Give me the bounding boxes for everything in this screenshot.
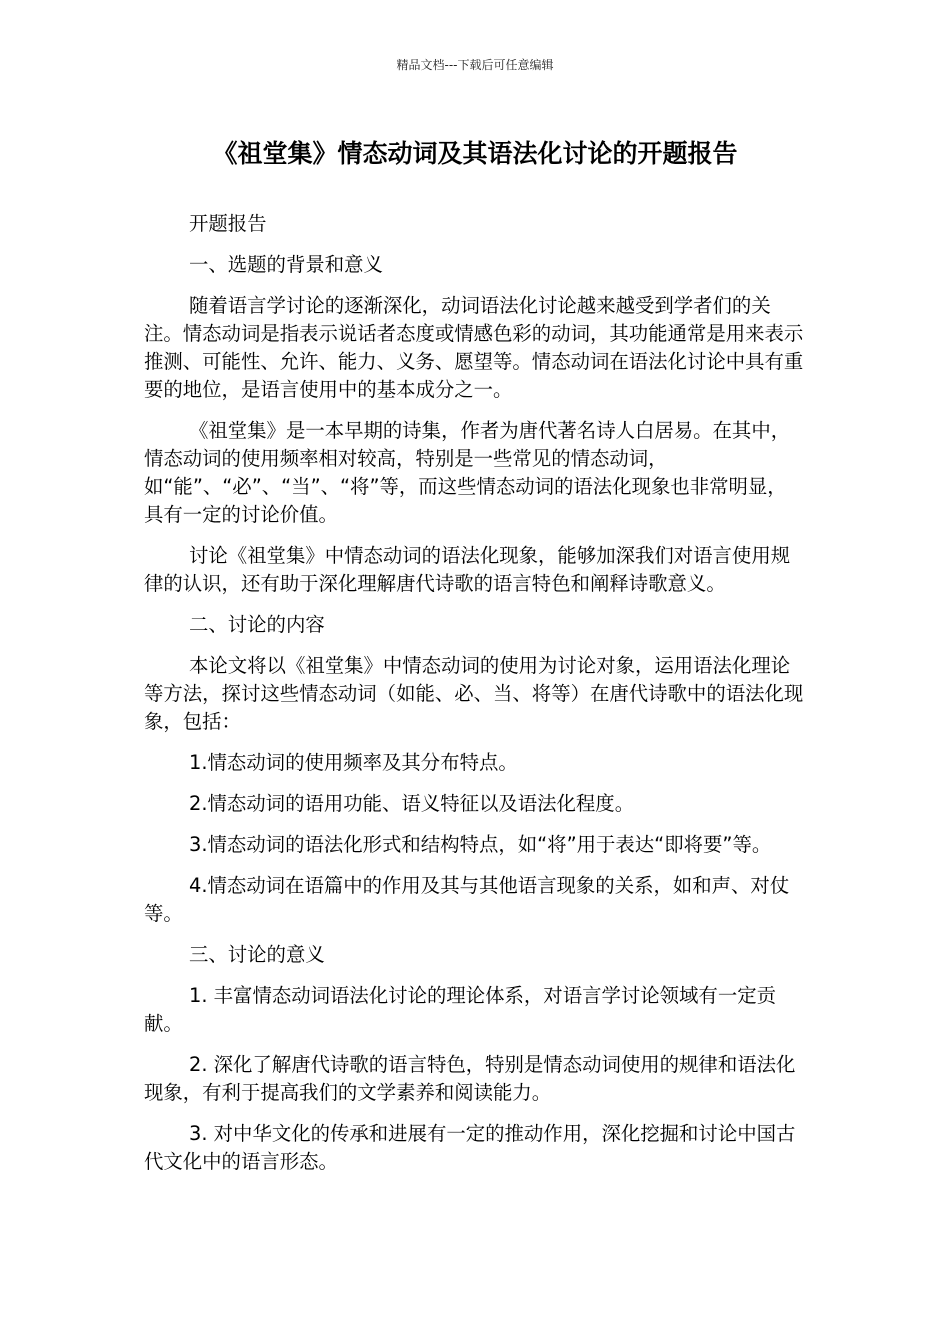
document-body <box>144 210 804 1189</box>
paragraph: 本论文将以《祖堂集》中情态动词的使用为讨论对象，运用语法化理论等方法，探讨这些情态动词（如能、必、当、将等）在唐代诗歌中的语法化现象，包括： <box>144 654 804 733</box>
section-heading-content: 二、讨论的内容 <box>189 613 325 636</box>
list-item: 4.情态动词在语篇中的作用及其与其他语言现象的关系，如和声、对仗等。 <box>144 874 790 925</box>
list-item: 3.情态动词的语法化形式和结构特点，如“将”用于表达“即将要”等。 <box>189 833 772 856</box>
section-heading-background: 一、选题的背景和意义 <box>189 253 383 276</box>
report-label: 开题报告 <box>189 212 267 235</box>
list-item: 1. 丰富情态动词语法化讨论的理论体系，对语言学讨论领域有一定贡献。 <box>144 984 776 1035</box>
paragraph: 《祖堂集》是一本早期的诗集，作者为唐代著名诗人白居易。在其中，情态动词的使用频率相对较高，特别是一些常见的情态动词，如“能”、“必”、“当”、“将”等，而这些情态动词的语法化现象也非常明显，具有一定的讨论价值。 <box>144 419 791 526</box>
list-item: 2. 深化了解唐代诗歌的语言特色，特别是情态动词使用的规律和语法化现象，有利于提高我们的文学素养和阅读能力。 <box>144 1053 796 1104</box>
page-header: 精品文档---下载后可任意编辑 <box>396 58 554 72</box>
list-item: 1.情态动词的使用频率及其分布特点。 <box>189 751 518 774</box>
section-heading-significance: 三、讨论的意义 <box>189 943 325 966</box>
list-item: 2.情态动词的语用功能、语义特征以及语法化程度。 <box>189 792 635 815</box>
document-title: 《祖堂集》情态动词及其语法化讨论的开题报告 <box>212 139 738 168</box>
list-item: 3. 对中华文化的传承和进展有一定的推动作用，深化挖掘和讨论中国古代文化中的语言形态。 <box>144 1122 796 1173</box>
paragraph: 讨论《祖堂集》中情态动词的语法化现象，能够加深我们对语言使用规律的认识，还有助于深化理解唐代诗歌的语言特色和阐释诗歌意义。 <box>144 544 791 595</box>
paragraph: 随着语言学讨论的逐渐深化，动词语法化讨论越来越受到学者们的关注。情态动词是指表示说话者态度或情感色彩的动词，其功能通常是用来表示推测、可能性、允许、能力、义务、愿望等。情态动词在语法化讨论中具有重要的地位，是语言使用中的基本成分之一。 <box>144 294 804 401</box>
